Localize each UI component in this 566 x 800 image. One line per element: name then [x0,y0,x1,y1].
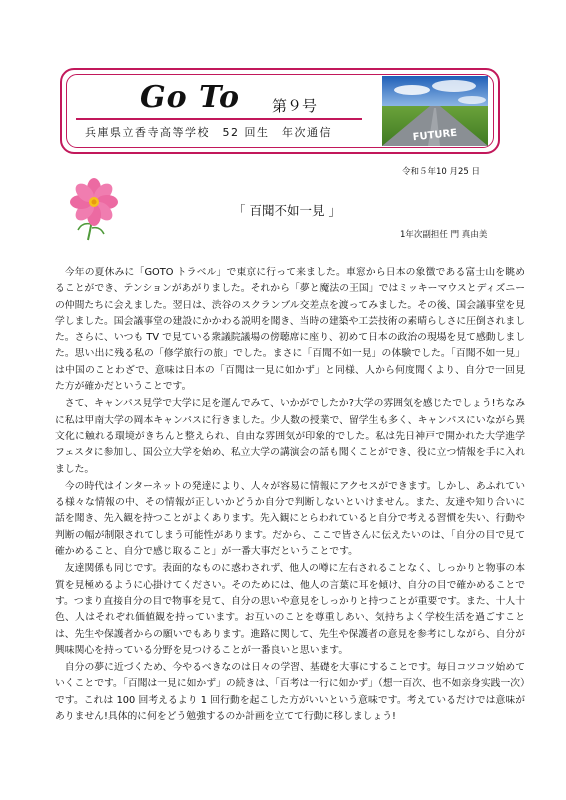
cosmos-flower-icon [68,178,120,242]
article-author: 1年次副担任 門 真由美 [400,230,488,240]
newsletter-title: Go To [140,80,240,115]
school-name: 兵庫県立香寺高等学校 52 回生 年次通信 [85,126,332,139]
future-road-text: FUTURE [412,127,458,144]
paragraph: さて、キャンパス見学で大学に足を運んでみて、いかがでしたか?大学の雰囲気を感じたでしょう!ちなみに私は甲南大学の岡本キャンパスに行きました。少人数の授業で、留学生も多く、キャンパスにいながら異文化に触れる環境がきちんと整えられ、自由な雰囲気が印象的でした。私は先日神戸で開かれた大学進学フェスタに参加し、国公立大学を始め、私立大学の講演会の話も聞くことができ、役に立つ情報を手に入れました。 [55,398,525,475]
title-underline [76,118,362,120]
article-body [55,265,525,725]
road-photo [382,76,488,146]
paragraph: 今の時代はインターネットの発達により、人々が容易に情報にアクセスができます。しかし、あふれている様々な情報の中、その情報が正しいかどうか自分で判断しないといけません。また、友達や知り合いに話を聞き、先入観を持つことがよくあります。先入観にとらわれていると自分で考える習慣を失い、行動や判断の幅が制限されてしまう可能性があります。だから、ここで皆さんに伝えたいのは、「自分の目で見て確かめること、自分で感じ取ること」が一番大事だということです。 [55,480,525,558]
paragraph: 今年の夏休みに「GOTO トラベル」で東京に行って来ました。車窓から日本の象徴である富士山を眺めることができ、テンションがあがりました。それから「夢と魔法の王国」ではミッキーマウスとディズニーの仲間たちに会えました。翌日は、渋谷のスクランブル交差点を渡ってみました。その後、国会議事堂を見学しました。国会議事堂の建設にかかわる説明を聞き、当時の建築や工芸技術の素晴らしさに圧倒されました。さらに、いつも TV で見ている衆議院議場の傍聴席に座り、初めて日本の政治の現場を見て感動しました。思い出に残る私の「修学旅行の旅」でした。まさに「百聞不如一見」の体験でした。「百聞不如一見」は中国のことわざで、意味は日本の「百聞は一見に如かず」と同様、人から何度聞くより、自分で一回見た方が確かだということです。 [55,267,525,393]
issue-number: 第９号 [272,97,318,115]
paragraph: 自分の夢に近づくため、今やるべきなのは日々の学習、基礎を大事にすることです。毎日コツコツ始めていくことです。「百聞は一見に如かず」の続きは、「百考は一行に如かず」（想一百次、也不如亲身实践一次）です。これは 100 回考えるより 1 回行動を起こした方がいいという意味です。考えているだけでは意味がありません!具体的に何をどう勉強するのか計画を立てて行動に移しましょう! [55,662,525,723]
article-heading: 「 百聞不如一見 」 [233,203,341,218]
paragraph: 友達関係も同じです。表面的なものに惑わされず、他人の噂に左右されることなく、しっかりと物事の本質を見極めるように心掛けてください。そのためには、他人の言葉に耳を傾け、自分の目で確かめることです。つまり直接自分の目で物事を見て、自分の思いや意見をしっかりと持つことが重要です。また、十人十色、人はそれぞれ価値観を持っています。お互いのことを尊重しあい、気持ちよく学校生活を過ごすことは、先生や保護者からの願いでもあります。進路に関して、先生や保護者の意見を参考にしながら、自分が興味関心を持っている分野を見つけることが一番良いと思います。 [55,563,525,656]
issue-date: 令和５年10 月25 日 [402,167,481,177]
